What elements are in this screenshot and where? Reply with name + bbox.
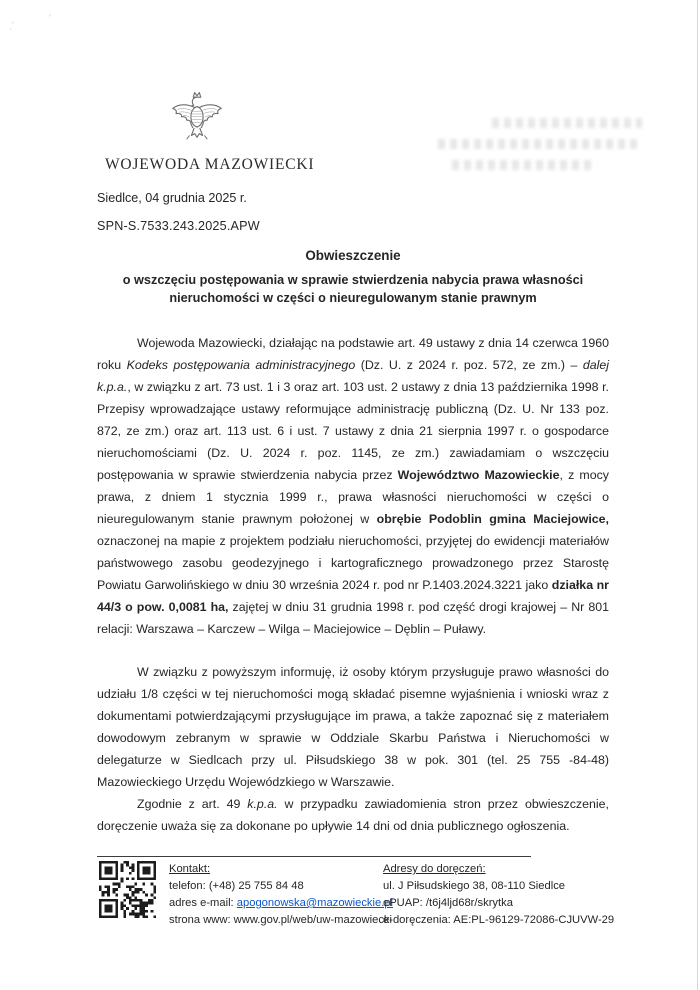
ink-bleed-artifact [452,160,592,170]
body-paragraph: W związku z powyższym informuję, iż osoby którym przysługuje prawo własności do udziału 1/8 części w tej nieruchomości mogą składać pisemne wyjaśnienia i wnioski wraz z dokumentami potwierdzającymi przysługujące im prawa, a także zapoznać się z materiałem dowodowym zebranym w sprawie w Oddziale Skarbu Państwa i Nieruchomości w delegaturze w Siedlcach przy ul. Piłsudskiego 38 w pok. 301 (tel. 25 755 -84-48) Mazowieckiego Urzędu Wojewódzkiego w Warszawie. [97,665,609,789]
contact-line: strona www: www.gov.pl/web/uw-mazowiecki [169,914,392,926]
contact-line: telefon: (+48) 25 755 84 48 [169,880,304,892]
delivery-line: ul. J Piłsudskiego 38, 08-110 Siedlce [383,880,566,892]
delivery-line: e-doręczenia: AE:PL-96129-72086-CJUVW-29 [383,914,615,926]
coat-of-arms-icon [169,90,225,152]
case-reference-number: SPN-S.7533.243.2025.APW [97,219,260,233]
ink-bleed-artifact [492,118,642,128]
footer-contact-column [169,861,393,929]
org-name: WOJEWODA MAZOWIECKI [105,156,315,173]
body-text [97,332,609,837]
qr-code-icon [99,861,156,918]
ink-bleed-artifact [438,139,638,149]
delivery-heading: Adresy do doręczeń: [383,863,486,875]
delivery-line: ePUAP: /t6j4ljd68r/skrytka [383,897,513,909]
scan-edge-line [697,0,699,990]
place-and-date: Siedlce, 04 grudnia 2025 r. [97,191,247,205]
document-title: Obwieszczenie [305,248,401,263]
footer-delivery-column [383,861,614,929]
scan-speck: ˌ' [9,20,14,30]
contact-line: adres e-mail: apogonowska@mazowieckie.pl [169,897,394,909]
footer-divider [97,856,531,857]
document-subtitle: o wszczęciu postępowania w sprawie stwierdzenia nabycia prawa własności nieruchomości w części o nieuregulowanym stanie prawnym [122,273,584,305]
scan-speck: ʹ [49,13,51,23]
email-link[interactable]: apogonowska@mazowieckie.pl [236,897,394,909]
body-paragraph: Zgodnie z art. 49 k.p.a. w przypadku zawiadomienia stron przez obwieszczenie, doręczenie uważa się za dokonane po upływie 14 dni od dnia publicznego ogłoszenia. [97,797,609,833]
footer [97,861,615,929]
contact-heading: Kontakt: [169,863,211,875]
body-paragraph: Wojewoda Mazowiecki, działając na podstawie art. 49 ustawy z dnia 14 czerwca 1960 roku Kodeks postępowania administracyjnego (Dz. U. z 2024 r. poz. 572, ze zm.) – dalej k.p.a., w związku z art. 73 ust. 1 i 3 oraz art. 103 ust. 2 ustawy z dnia 13 października 1998 r. Przepisy wprowadzające ustawy reformujące administrację publiczną (Dz. U. Nr 133 poz. 872, ze zm.) oraz art. 113 ust. 6 i ust. 7 ustawy z dnia 21 sierpnia 1997 r. o gospodarce nieruchomościami (Dz. U. 2024 r. poz. 1145, ze zm.) zawiadamiam o wszczęciu postępowania w sprawie stwierdzenia nabycia przez Województwo Mazowieckie, z mocy prawa, z dniem 1 stycznia 1999 r., prawa własności nieruchomości w części o nieuregulowanym stanie prawnym położonej w obrębie Podoblin gmina Maciejowice, oznaczonej na mapie z projektem podziału nieruchomości, przyjętej do ewidencji materiałów państwowego zasobu geodezyjnego i kartograficznego prowadzonego przez Starostę Powiatu Garwolińskiego w dniu 30 września 2024 r. pod nr P.1403.2024.3221 jako działka nr 44/3 o pow. 0,0081 ha, zajętej w dniu 31 grudnia 1998 r. pod część drogi krajowej – Nr 801 relacji: Warszawa – Karczew – Wilga – Maciejowice – Dęblin – Puławy. [97,336,610,636]
